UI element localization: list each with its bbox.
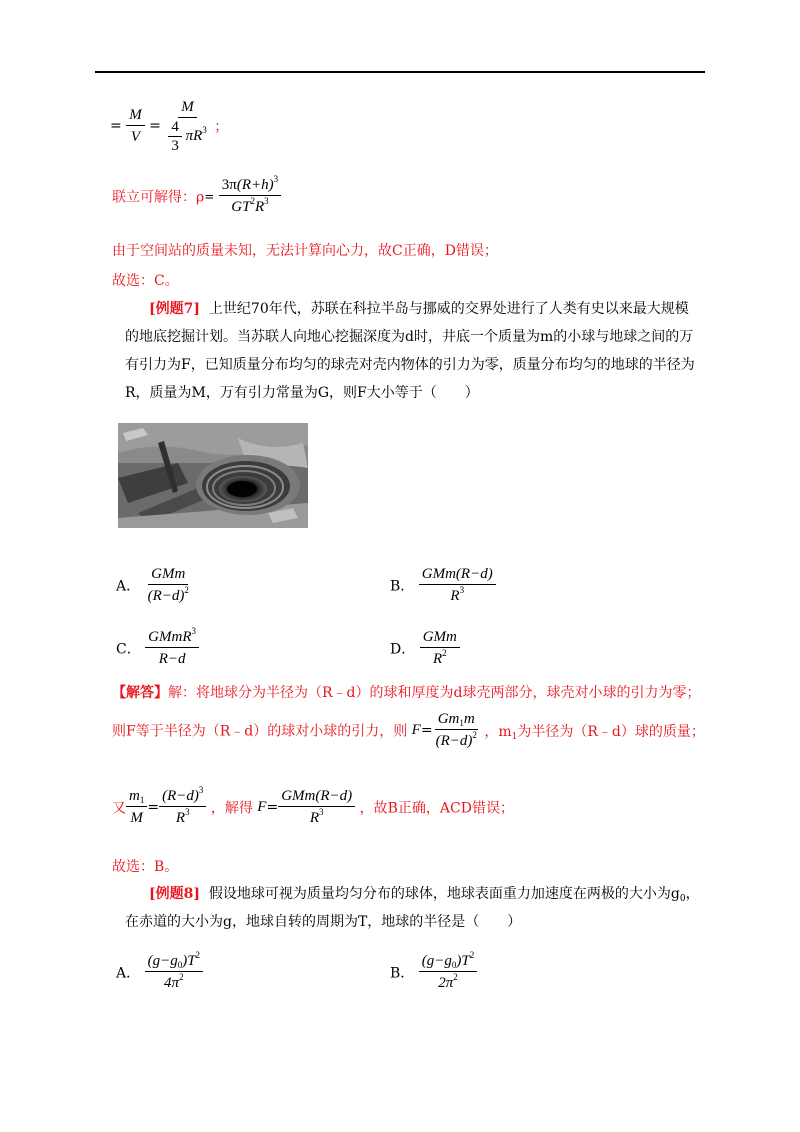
option-7a[interactable]: A． $\frac{\text{GMm}}{(R-d)^2}$ (116, 566, 189, 604)
option-7b[interactable]: B． $\frac{\text{GMm(R−d)}}{R^3}$ (390, 565, 496, 606)
option-8b[interactable]: B． $\frac{(g-g_0)T^2}{2\pi^2}$ (390, 952, 477, 993)
example8-question: [例题8] 假设地球可视为质量均匀分布的球体，地球表面重力加速度在两极的大小为$g_0$， 在赤道的大小为g，地球自转的周期为T，地球的半径是（ ） (125, 886, 700, 930)
formula-density: = $\frac{M}{V}$ = M $\frac{4}{3}$ $\pi R^3$ ； (110, 99, 229, 154)
borehole-image (118, 423, 308, 528)
option-7d[interactable]: D． $\frac{\text{GMm}}{R^2}$ (390, 628, 460, 669)
mass-unknown-line: 由于空间站的质量未知，无法计算向心力，故C正确，D错误； (112, 243, 498, 259)
fraction-m-over-volume: M $\frac{4}{3}$ $\pi R^3$ (165, 98, 209, 154)
solution-line-2: 则F等于半径为（R﹣d）的球对小球的引力，则 F= $\frac{Gm_1m}{(R-d)^2}$ ，$m_1$为半径为（R﹣d）球的质量； (112, 711, 705, 749)
header-rule (95, 71, 705, 73)
solution-line-3: 又 $\frac{m_1}{M}$ = $\frac{(R-d)^3}{R^3}$ ，解得 F= $\frac{\text{GMm(R−d)}}{R^3}$ ，故B正确，ACD错误； (112, 785, 514, 826)
answer-b: 故选：B。 (112, 859, 179, 875)
fraction-volume-ratio: $\frac{(R-d)^3}{R^3}$ (159, 787, 206, 828)
borehole-photo (118, 423, 308, 528)
fraction-gravity: $\frac{Gm_1m}{(R-d)^2}$ (435, 711, 477, 749)
option-8a[interactable]: A． $\frac{(g-g_0)T^2}{4\pi^2}$ (116, 952, 203, 993)
fraction-result: $\frac{\text{GMm(R−d)}}{R^3}$ (278, 787, 355, 828)
example7-question: [例题7] 上世纪70年代，苏联在科拉半岛与挪威的交界处进行了人类有史以来最大规模 的地底挖掘计划。当苏联人向地心挖掘深度为d时，井底一个质量为m的小球与地球之间的万 有引力为F，已知质量分布均匀的球壳对壳内物体的引力为零，质量分布均匀的地球的半径为 R，质量为M，万有引力常量为G，则F大小等于（ ） (125, 301, 695, 401)
option-7c[interactable]: C． $\frac{GMmR^3}{R-d}$ (116, 628, 199, 669)
fraction-mass-ratio: $\frac{m_1}{M}$ (126, 787, 147, 828)
formula-combined: 联立可解得：ρ= $\frac{3\pi(R+h)^3}{GT^2R^3}$ (112, 176, 281, 217)
example7-tag: [例题7] (149, 301, 200, 317)
solution-line-1: 【解答】解：将地球分为半径为（R﹣d）的球和厚度为d球壳两部分，球壳对小球的引力为零； (112, 685, 701, 701)
fraction-m-over-v: $\frac{M}{V}$ (126, 106, 145, 147)
example8-tag: [例题8] (149, 886, 200, 902)
answer-c: 故选：C。 (112, 273, 179, 289)
solution-tag: 【解答】 (112, 685, 168, 701)
fraction-density: $\frac{3\pi(R+h)^3}{GT^2R^3}$ (219, 176, 281, 217)
